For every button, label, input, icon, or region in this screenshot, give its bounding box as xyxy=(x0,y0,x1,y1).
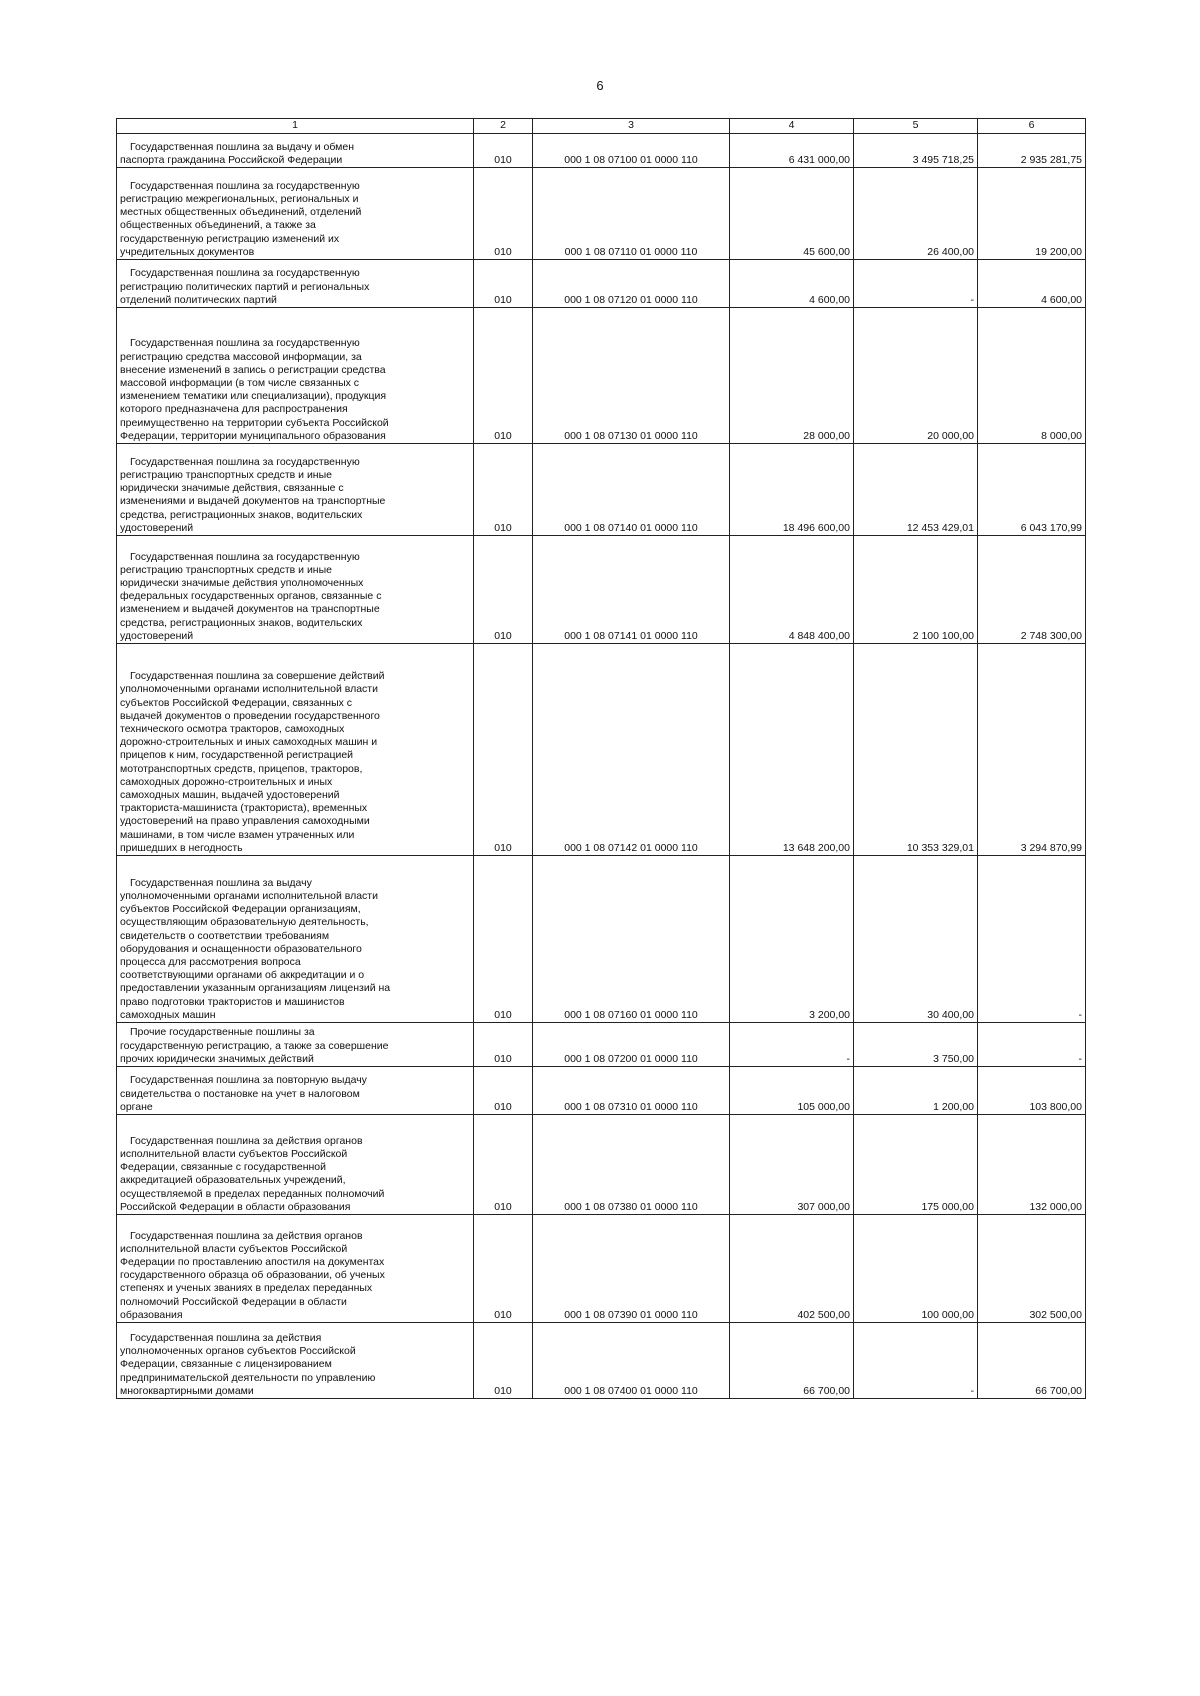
row-classification-code: 000 1 08 07160 01 0000 110 xyxy=(533,856,730,1023)
row-line-code: 010 xyxy=(474,168,533,260)
row-name: Государственная пошлина за повторную выдачу свидетельства о постановке на учет в налоговом органе xyxy=(117,1067,474,1115)
row-classification-code: 000 1 08 07141 01 0000 110 xyxy=(533,536,730,644)
table-body xyxy=(117,134,1086,1399)
row-value-col5: 30 400,00 xyxy=(854,856,978,1023)
table-row xyxy=(117,308,1086,444)
row-value-col5: 175 000,00 xyxy=(854,1115,978,1215)
column-number-row xyxy=(117,119,1086,134)
column-header-3: 3 xyxy=(533,119,730,134)
row-line-code: 010 xyxy=(474,644,533,856)
row-classification-code: 000 1 08 07400 01 0000 110 xyxy=(533,1323,730,1399)
row-value-col5: - xyxy=(854,260,978,308)
page-number: 6 xyxy=(596,78,604,93)
row-value-col4: 4 848 400,00 xyxy=(730,536,854,644)
column-header-4: 4 xyxy=(730,119,854,134)
row-value-col4: 3 200,00 xyxy=(730,856,854,1023)
row-classification-code: 000 1 08 07100 01 0000 110 xyxy=(533,134,730,168)
row-value-col4: 66 700,00 xyxy=(730,1323,854,1399)
row-value-col5: 2 100 100,00 xyxy=(854,536,978,644)
row-value-col5: 3 750,00 xyxy=(854,1023,978,1067)
row-value-col6: 2 748 300,00 xyxy=(978,536,1086,644)
row-value-col6: 6 043 170,99 xyxy=(978,444,1086,536)
row-value-col6: - xyxy=(978,1023,1086,1067)
row-line-code: 010 xyxy=(474,1023,533,1067)
table-row xyxy=(117,644,1086,856)
row-classification-code: 000 1 08 07140 01 0000 110 xyxy=(533,444,730,536)
row-name: Прочие государственные пошлины за государственную регистрацию, а также за совершение прочих юридически значимых действий xyxy=(117,1023,474,1067)
row-classification-code: 000 1 08 07310 01 0000 110 xyxy=(533,1067,730,1115)
row-name: Государственная пошлина за выдачу и обмен паспорта гражданина Российской Федерации xyxy=(117,134,474,168)
row-classification-code: 000 1 08 07130 01 0000 110 xyxy=(533,308,730,444)
column-header-1: 1 xyxy=(117,119,474,134)
row-value-col6: 19 200,00 xyxy=(978,168,1086,260)
row-value-col6: 3 294 870,99 xyxy=(978,644,1086,856)
row-line-code: 010 xyxy=(474,308,533,444)
row-name: Государственная пошлина за действия органов исполнительной власти субъектов Российской Федерации, связанные с государственной аккредитацией образовательных учреждений, осуществляемой в пределах переданных полномочий Российской Федерации в области образования xyxy=(117,1115,474,1215)
table-row xyxy=(117,444,1086,536)
table-row xyxy=(117,168,1086,260)
row-line-code: 010 xyxy=(474,1323,533,1399)
table-row xyxy=(117,260,1086,308)
row-value-col4: 28 000,00 xyxy=(730,308,854,444)
row-value-col6: 132 000,00 xyxy=(978,1115,1086,1215)
row-name: Государственная пошлина за государственную регистрацию политических партий и региональных отделений политических партий xyxy=(117,260,474,308)
row-name: Государственная пошлина за действия органов исполнительной власти субъектов Российской Федерации по проставлению апостиля на документах государственного образца об образовании, об ученых степенях и ученых званиях в пределах переданных полномочий Российской Федерации в области образования xyxy=(117,1215,474,1323)
row-value-col4: 45 600,00 xyxy=(730,168,854,260)
row-name: Государственная пошлина за действия уполномоченных органов субъектов Российской Федерации, связанные с лицензированием предпринимательской деятельности по управлению многоквартирными домами xyxy=(117,1323,474,1399)
row-value-col6: 2 935 281,75 xyxy=(978,134,1086,168)
column-header-6: 6 xyxy=(978,119,1086,134)
row-value-col6: 66 700,00 xyxy=(978,1323,1086,1399)
row-value-col6: 103 800,00 xyxy=(978,1067,1086,1115)
row-classification-code: 000 1 08 07390 01 0000 110 xyxy=(533,1215,730,1323)
row-value-col4: 402 500,00 xyxy=(730,1215,854,1323)
row-value-col6: 302 500,00 xyxy=(978,1215,1086,1323)
table-row xyxy=(117,1215,1086,1323)
row-value-col4: 105 000,00 xyxy=(730,1067,854,1115)
row-line-code: 010 xyxy=(474,1067,533,1115)
row-value-col6: 4 600,00 xyxy=(978,260,1086,308)
row-classification-code: 000 1 08 07142 01 0000 110 xyxy=(533,644,730,856)
row-classification-code: 000 1 08 07110 01 0000 110 xyxy=(533,168,730,260)
column-header-2: 2 xyxy=(474,119,533,134)
row-line-code: 010 xyxy=(474,1115,533,1215)
row-value-col5: 3 495 718,25 xyxy=(854,134,978,168)
table-row xyxy=(117,856,1086,1023)
row-value-col5: 100 000,00 xyxy=(854,1215,978,1323)
table-row xyxy=(117,1067,1086,1115)
row-name: Государственная пошлина за государственную регистрацию транспортных средств и иные юридически значимые действия уполномоченных федеральных государственных органов, связанные с изменением и выдачей документов на транспортные средства, регистрационных знаков, водительских удостоверений xyxy=(117,536,474,644)
row-value-col6: - xyxy=(978,856,1086,1023)
column-header-5: 5 xyxy=(854,119,978,134)
row-classification-code: 000 1 08 07200 01 0000 110 xyxy=(533,1023,730,1067)
row-line-code: 010 xyxy=(474,536,533,644)
row-value-col4: 307 000,00 xyxy=(730,1115,854,1215)
row-line-code: 010 xyxy=(474,444,533,536)
row-line-code: 010 xyxy=(474,856,533,1023)
row-line-code: 010 xyxy=(474,1215,533,1323)
table-row xyxy=(117,536,1086,644)
row-value-col4: 6 431 000,00 xyxy=(730,134,854,168)
row-classification-code: 000 1 08 07380 01 0000 110 xyxy=(533,1115,730,1215)
table-row xyxy=(117,1115,1086,1215)
row-value-col6: 8 000,00 xyxy=(978,308,1086,444)
row-value-col4: - xyxy=(730,1023,854,1067)
row-value-col5: - xyxy=(854,1323,978,1399)
table-row xyxy=(117,1023,1086,1067)
row-line-code: 010 xyxy=(474,260,533,308)
row-name: Государственная пошлина за государственную регистрацию межрегиональных, региональных и местных общественных объединений, отделений общественных объединений, а также за государственную регистрацию изменений их учредительных документов xyxy=(117,168,474,260)
row-value-col4: 4 600,00 xyxy=(730,260,854,308)
table-row xyxy=(117,134,1086,168)
row-value-col5: 26 400,00 xyxy=(854,168,978,260)
budget-revenue-table xyxy=(116,118,1086,1399)
row-name: Государственная пошлина за государственную регистрацию средства массовой информации, за внесение изменений в запись о регистрации средства массовой информации (в том числе связанных с изменением тематики или специализации), продукция которого предназначена для распространения преимущественно на территории субъекта Российской Федерации, территории муниципального образования xyxy=(117,308,474,444)
row-name: Государственная пошлина за государственную регистрацию транспортных средств и иные юридически значимые действия, связанные с изменениями и выдачей документов на транспортные средства, регистрационных знаков, водительских удостоверений xyxy=(117,444,474,536)
row-value-col4: 13 648 200,00 xyxy=(730,644,854,856)
row-value-col5: 12 453 429,01 xyxy=(854,444,978,536)
row-name: Государственная пошлина за совершение действий уполномоченными органами исполнительной власти субъектов Российской Федерации, связанных с выдачей документов о проведении государственного технического осмотра тракторов, самоходных дорожно-строительных и иных самоходных машин и прицепов к ним, государственной регистрацией мототранспортных средств, прицепов, тракторов, самоходных дорожно-строительных и иных самоходных машин, выдачей удостоверений тракториста-машиниста (тракториста), временных удостоверений на право управления самоходными машинами, в том числе взамен утраченных или пришедших в негодность xyxy=(117,644,474,856)
row-value-col5: 20 000,00 xyxy=(854,308,978,444)
table-row xyxy=(117,1323,1086,1399)
row-value-col4: 18 496 600,00 xyxy=(730,444,854,536)
row-value-col5: 1 200,00 xyxy=(854,1067,978,1115)
row-name: Государственная пошлина за выдачу уполномоченными органами исполнительной власти субъектов Российской Федерации организациям, осуществляющим образовательную деятельность, свидетельств о соответствии требованиям оборудования и оснащенности образовательного процесса для рассмотрения вопроса соответствующими органами об аккредитации и о предоставлении указанным организациям лицензий на право подготовки трактористов и машинистов самоходных машин xyxy=(117,856,474,1023)
row-line-code: 010 xyxy=(474,134,533,168)
row-classification-code: 000 1 08 07120 01 0000 110 xyxy=(533,260,730,308)
row-value-col5: 10 353 329,01 xyxy=(854,644,978,856)
